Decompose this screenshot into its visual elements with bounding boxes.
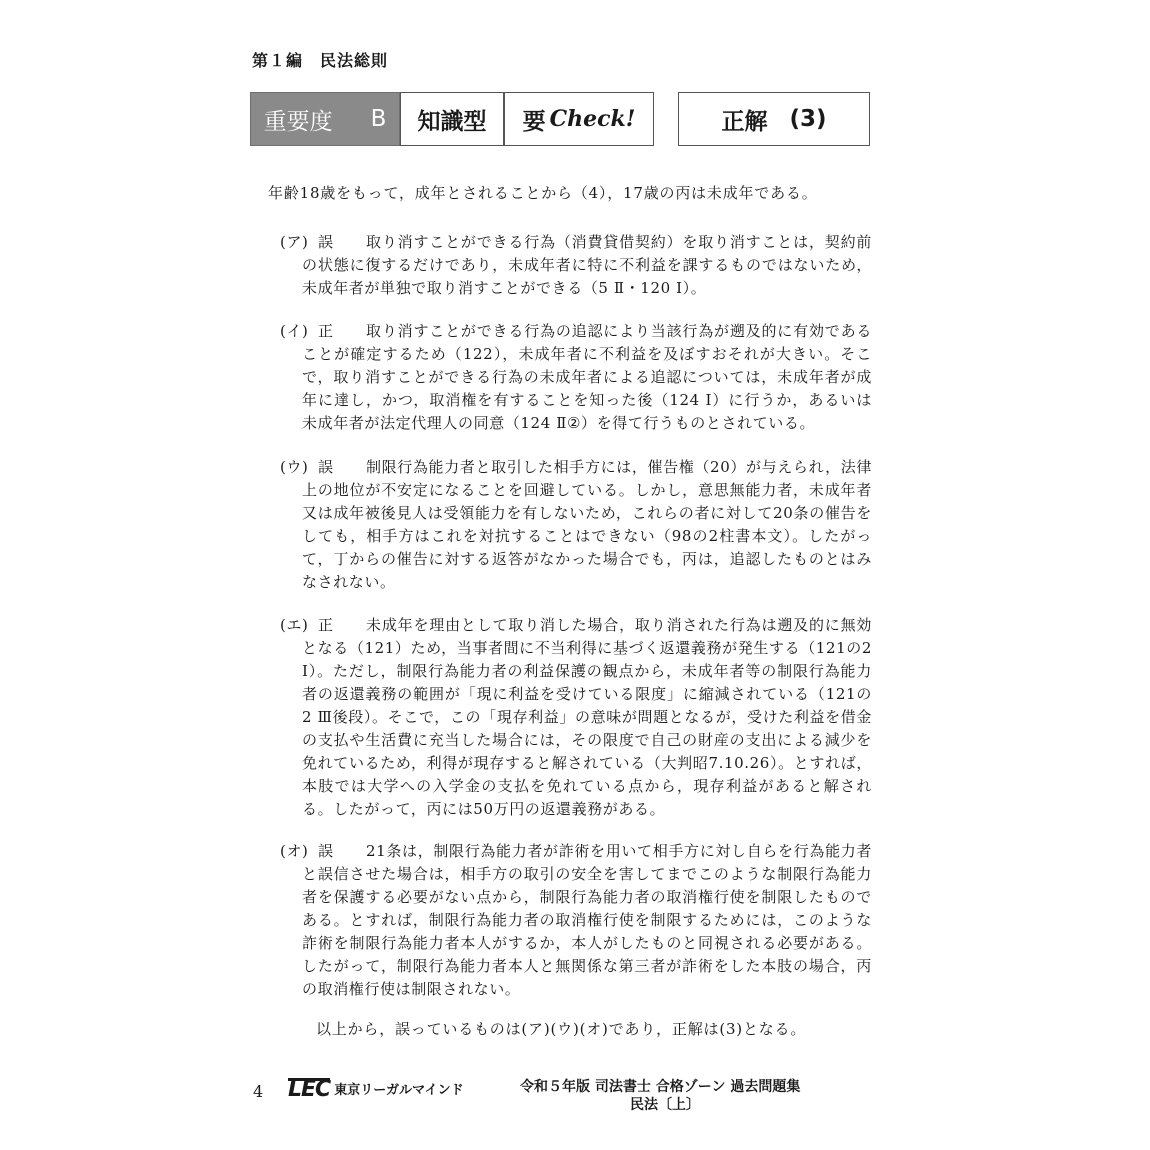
item-text: 制限行為能力者と取引した相手方には，催告権（20）が与えられ，法律上の地位が不安定になることを回避している。しかし，意思無能力者，未成年者又は成年被後見人は受領能力を有しないため，これらの者に対して20条の催告をしても，相手方はこれを対抗することはできない（98の2柱書本文）。したがって，丁からの催告に対する返答がなかった場合でも，丙は，追認したものとはみなされない。	[302, 458, 872, 591]
item-text: 21条は，制限行為能力者が詐術を用いて相手方に対し自らを行為能力者と誤信させた場合は，相手方の取引の安全を害してまでこのような制限行為能力者を保護する必要がない点から，制限行為能力者の取消権行使を制限したものである。とすれば，制限行為能力者の取消権行使を制限するためには，このような詐術を制限行為能力者本人がするか，本人がしたものと同視される必要がある。したがって，制限行為能力者本人と無関係な第三者が詐術をした本肢の場合，丙の取消権行使は制限されない。	[302, 842, 872, 998]
check-prefix: 要	[522, 108, 546, 135]
answer-label: 正解	[721, 108, 768, 135]
item-mark: (イ)	[280, 322, 309, 340]
check-text: Check!	[549, 106, 636, 132]
book-title-line2: 民法〔上〕	[630, 1097, 700, 1113]
importance-level: B	[370, 106, 387, 132]
publisher-logo	[288, 1077, 464, 1102]
page-footer	[0, 1072, 1150, 1132]
lec-logo-mark: LEC	[288, 1077, 331, 1102]
explanation-item-e	[280, 614, 872, 821]
item-mark: (オ)	[280, 842, 309, 860]
item-mark: (ウ)	[280, 458, 309, 476]
item-verdict: 誤	[318, 842, 334, 860]
explanation-item-o	[280, 840, 872, 1001]
importance-badge	[250, 92, 400, 146]
question-badges	[250, 92, 872, 148]
item-text: 取り消すことができる行為（消費貸借契約）を取り消すことは，契約前の状態に復するだけであり，未成年者に特に不利益を課するものではないため，未成年者が単独で取り消すことができる（5 Ⅱ・120 Ⅰ）。	[302, 233, 872, 297]
explanation-item-i	[280, 320, 872, 435]
conclusion: 以上から，誤っているものは(ア)(ウ)(オ)であり，正解は(3)となる。	[316, 1020, 807, 1038]
page-number: 4	[253, 1082, 264, 1101]
item-verdict: 正	[318, 322, 334, 340]
question-type-badge: 知識型	[400, 92, 504, 146]
item-mark: (エ)	[280, 616, 309, 634]
answer-badge	[678, 92, 870, 146]
intro-paragraph: 年齢18歳をもって，成年とされることから（4），17歳の丙は未成年である。	[268, 184, 818, 202]
check-badge	[504, 92, 654, 146]
explanation-item-a	[280, 231, 872, 300]
importance-label: 重要度	[263, 108, 333, 135]
book-title-line1: 令和５年版 司法書士 合格ゾーン 過去問題集	[520, 1079, 801, 1095]
book-title	[520, 1078, 820, 1114]
item-text: 未成年を理由として取り消した場合，取り消された行為は遡及的に無効となる（121）ため，当事者間に不当利得に基づく返還義務が発生する（121の2 Ⅰ）。ただし，制限行為能力者の利益保護の観点から，未成年者等の制限行為能力者の返還義務の範囲が「現に利益を受けている限度」に縮減されている（121の2 Ⅲ後段）。そこで，この「現存利益」の意味が問題となるが，受けた利益を借金の支払や生活費に充当した場合には，その限度で自己の財産の支出による減少を免れているため，利得が現存すると解されている（大判昭7.10.26）。とすれば，本肢では大学への入学金の支払を免れている点から，現存利益があると解される。したがって，丙には50万円の返還義務がある。	[302, 616, 873, 818]
chapter-heading: 第１編 民法総則	[252, 51, 389, 70]
item-verdict: 誤	[318, 233, 334, 251]
explanation-item-u	[280, 456, 872, 594]
item-verdict: 正	[318, 616, 334, 634]
answer-value: (3)	[789, 106, 827, 132]
item-mark: (ア)	[280, 233, 309, 251]
item-verdict: 誤	[318, 458, 334, 476]
company-name: 東京リーガルマインド	[334, 1083, 464, 1098]
item-text: 取り消すことができる行為の追認により当該行為が遡及的に有効であることが確定するため（122），未成年者に不利益を及ぼすおそれが大きい。そこで，取り消すことができる行為の未成年者による追認については，未成年者が成年に達し，かつ，取消権を有することを知った後（124 Ⅰ）に行うか，あるいは未成年者が法定代理人の同意（124 Ⅱ②）を得て行うものとされている。	[302, 322, 872, 432]
